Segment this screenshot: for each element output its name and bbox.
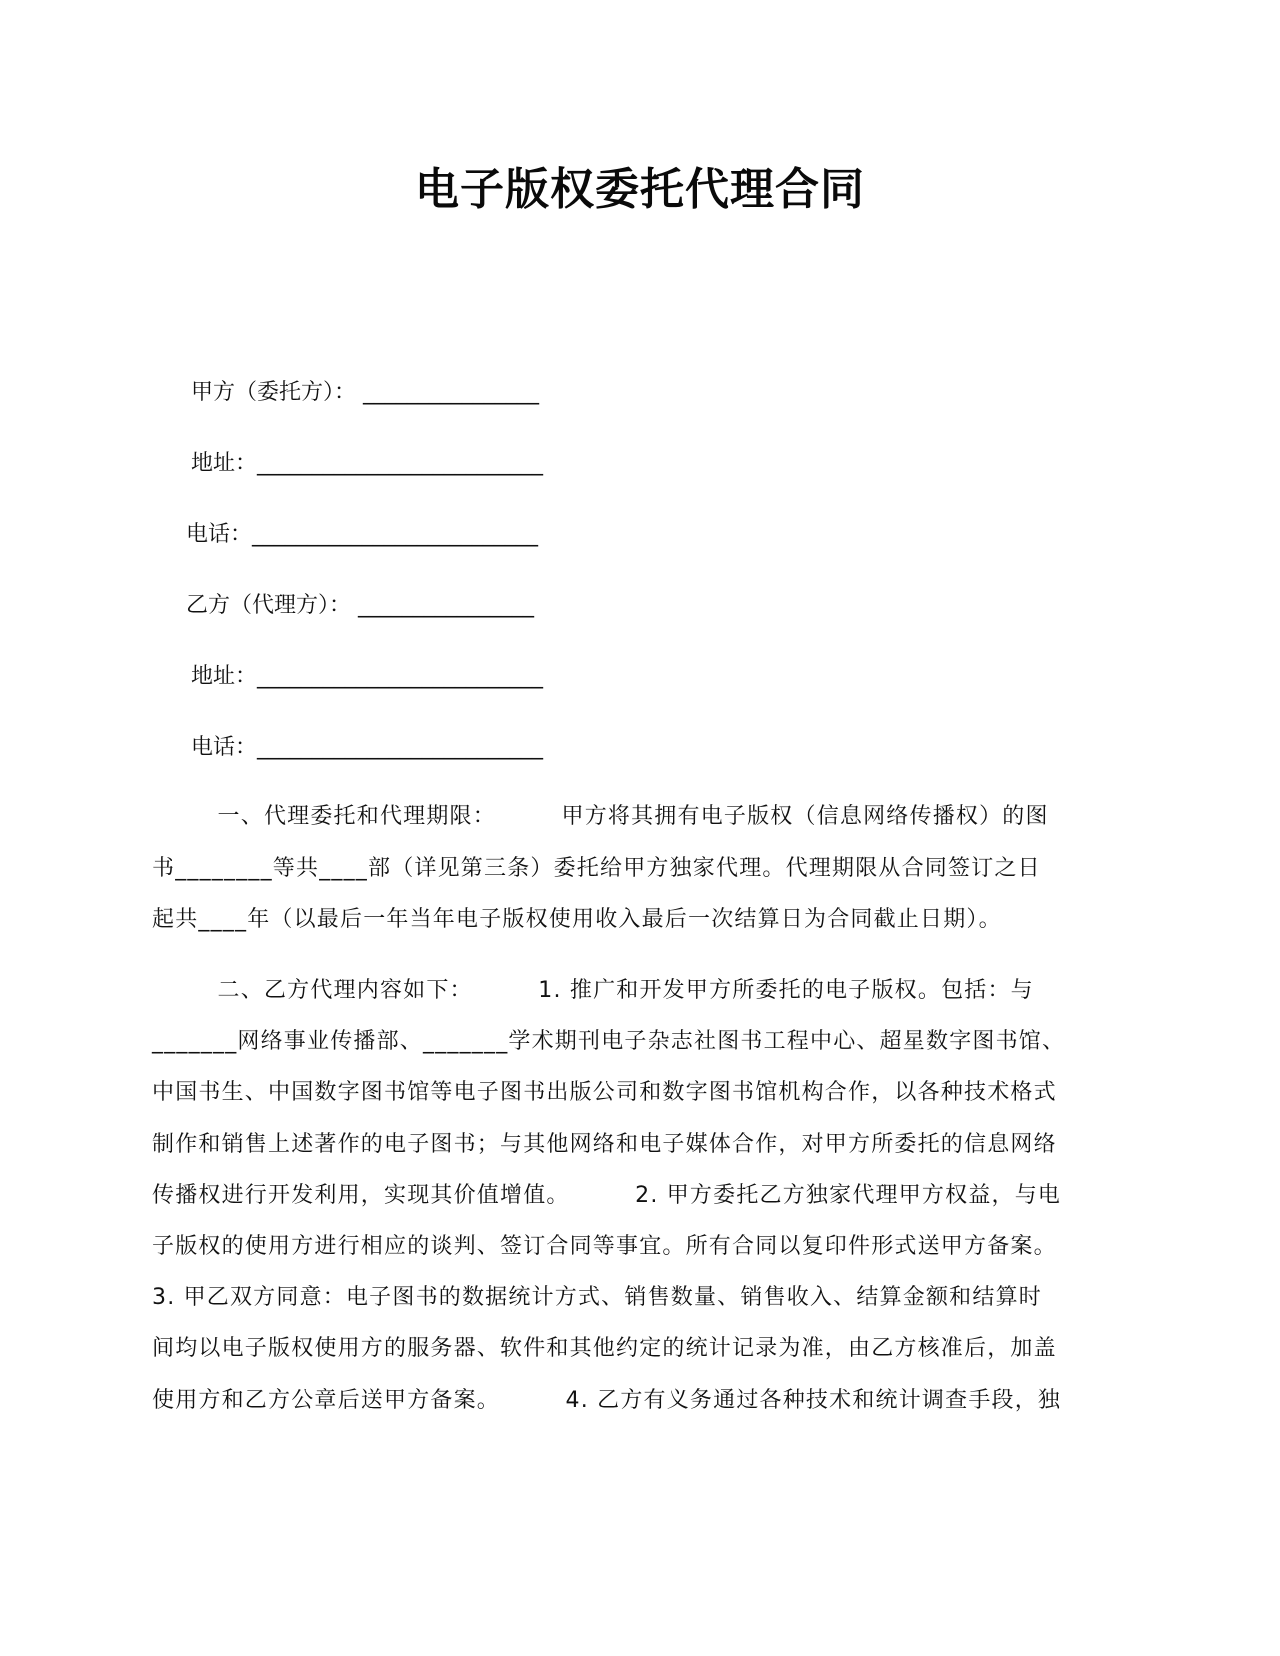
body-line: 子版权的使用方进行相应的谈判、签订合同等事宜。所有合同以复印件形式送甲方备案。 [152, 1234, 1057, 1259]
party-b-address-field: 地址：__________________________ [191, 664, 544, 689]
body-line: 二、乙方代理内容如下： 1. 推广和开发甲方所委托的电子版权。包括：与 [152, 978, 1034, 1003]
party-b-phone-field: 电话：__________________________ [191, 735, 544, 760]
body-line: 制作和销售上述著作的电子图书；与其他网络和电子媒体合作，对甲方所委托的信息网络 [152, 1132, 1057, 1157]
party-a-phone-field: 电话：__________________________ [186, 522, 539, 547]
party-a-field: 甲方（委托方）： ________________ [191, 380, 539, 405]
body-line: 中国书生、中国数字图书馆等电子图书出版公司和数字图书馆机构合作，以各种技术格式 [152, 1080, 1057, 1105]
body-line: 起共____年（以最后一年当年电子版权使用收入最后一次结算日为合同截止日期）。 [152, 907, 1002, 932]
body-line: 一、代理委托和代理期限： 甲方将其拥有电子版权（信息网络传播权）的图 [152, 804, 1049, 829]
body-line: 3. 甲乙双方同意：电子图书的数据统计方式、销售数量、销售收入、结算金额和结算时 [152, 1285, 1042, 1310]
body-line: 书________等共____部（详见第三条）委托给甲方独家代理。代理期限从合同签订之日 [152, 856, 1041, 881]
document-title: 电子版权委托代理合同 [415, 164, 865, 215]
body-line: 使用方和乙方公章后送甲方备案。 4. 乙方有义务通过各种技术和统计调查手段，独 [152, 1388, 1062, 1413]
body-line: 传播权进行开发利用，实现其价值增值。 2. 甲方委托乙方独家代理甲方权益，与电 [152, 1183, 1062, 1208]
party-b-field: 乙方（代理方）： ________________ [186, 593, 534, 618]
body-line: _______网络事业传播部、_______学术期刊电子杂志社图书工程中心、超星数字图书馆、 [152, 1029, 1066, 1054]
party-a-address-field: 地址：__________________________ [191, 451, 544, 476]
body-line: 间均以电子版权使用方的服务器、软件和其他约定的统计记录为准，由乙方核准后，加盖 [152, 1336, 1057, 1361]
